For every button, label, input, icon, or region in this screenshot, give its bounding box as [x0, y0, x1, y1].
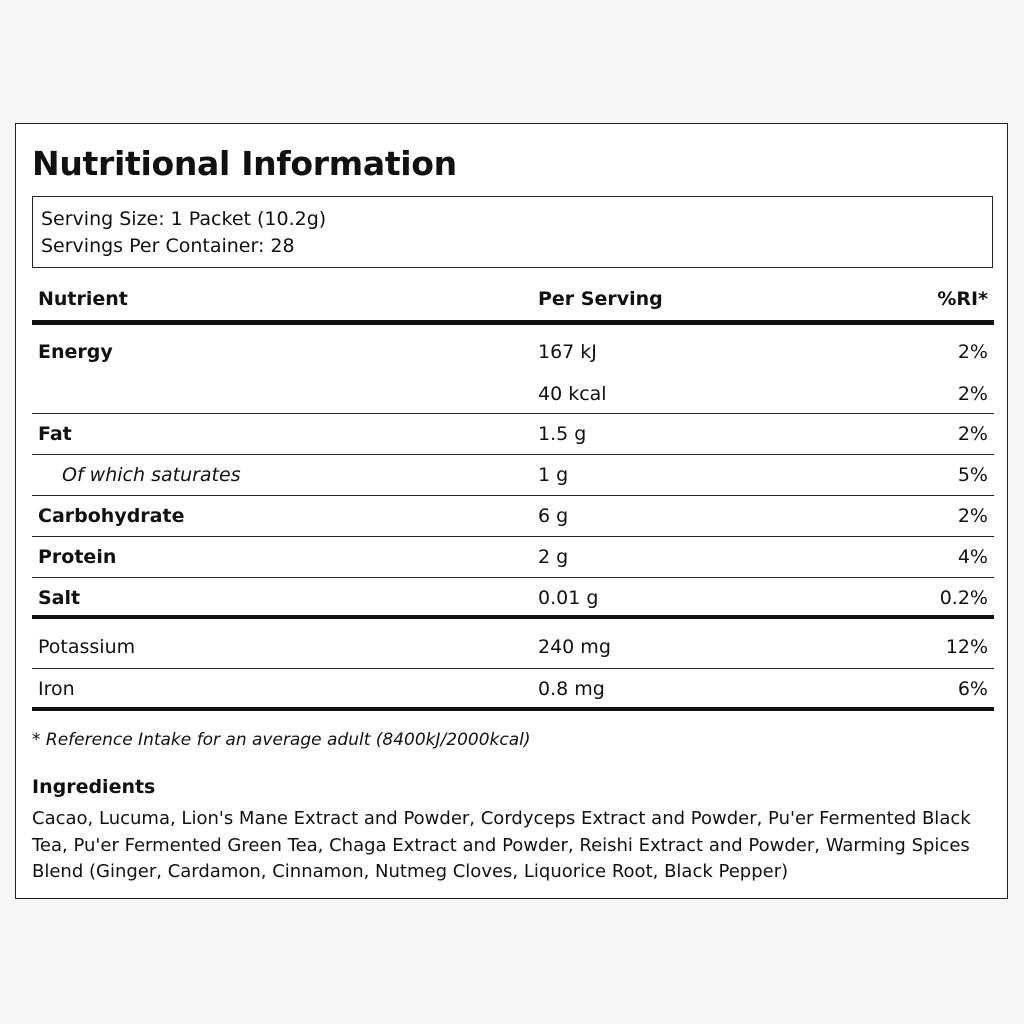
nutrient-value: 0.8 mg	[538, 678, 605, 700]
nutrient-ri: 5%	[957, 464, 988, 486]
reference-intake-footnote: * Reference Intake for an average adult (8400kJ/2000kcal)	[32, 730, 531, 750]
table-row	[32, 374, 994, 414]
servings-per-container: Servings Per Container: 28	[41, 235, 295, 257]
nutrient-name: Fat	[38, 423, 72, 445]
nutrient-ri: 2%	[957, 423, 988, 445]
nutrient-ri: 12%	[945, 636, 988, 658]
serving-info-box	[32, 196, 993, 268]
nutrient-name: Salt	[38, 587, 81, 609]
nutrition-table	[32, 280, 994, 711]
nutrient-value: 167 kJ	[538, 341, 597, 363]
nutrition-label	[15, 123, 1008, 899]
table-row	[32, 537, 994, 578]
nutrient-name: Of which saturates	[62, 464, 241, 486]
header-ri: %RI*	[937, 288, 988, 310]
nutrient-value: 2 g	[538, 546, 569, 568]
nutrient-value: 6 g	[538, 505, 569, 527]
nutrient-value: 0.01 g	[538, 587, 599, 609]
page-title: Nutritional Information	[32, 144, 457, 183]
header-nutrient: Nutrient	[38, 288, 128, 310]
nutrient-name: Potassium	[38, 636, 136, 658]
nutrient-name: Iron	[38, 678, 75, 700]
nutrient-ri: 2%	[957, 383, 988, 405]
nutrient-ri: 2%	[957, 505, 988, 527]
nutrient-value: 240 mg	[538, 636, 611, 658]
nutrient-value: 40 kcal	[538, 383, 607, 405]
nutrient-ri: 4%	[957, 546, 988, 568]
nutrient-ri: 0.2%	[939, 587, 988, 609]
table-row	[32, 414, 994, 455]
table-row	[32, 325, 994, 374]
table-header-row	[32, 280, 994, 325]
table-row	[32, 619, 994, 669]
nutrient-ri: 6%	[957, 678, 988, 700]
nutrient-name: Carbohydrate	[38, 505, 185, 527]
nutrient-value: 1 g	[538, 464, 569, 486]
serving-size: Serving Size: 1 Packet (10.2g)	[41, 208, 327, 230]
table-row	[32, 578, 994, 619]
ingredients-list: Cacao, Lucuma, Lion's Mane Extract and Powder, Cordyceps Extract and Powder, Pu'er Fermented Black Tea, Pu'er Fermented Green Tea, Chaga Extract and Powder, Reishi Extract and Powder, Warming Spices Blend (Ginger, Cardamon, Cinnamon, Nutmeg Cloves, Liquorice Root, Black Pepper)	[32, 808, 971, 882]
nutrient-name: Protein	[38, 546, 117, 568]
table-row	[32, 496, 994, 537]
nutrient-ri: 2%	[957, 341, 988, 363]
nutrient-name: Energy	[38, 341, 113, 363]
table-row	[32, 669, 994, 711]
header-per-serving: Per Serving	[538, 288, 663, 310]
nutrient-value: 1.5 g	[538, 423, 587, 445]
table-row	[32, 455, 994, 496]
ingredients-heading: Ingredients	[32, 776, 156, 798]
